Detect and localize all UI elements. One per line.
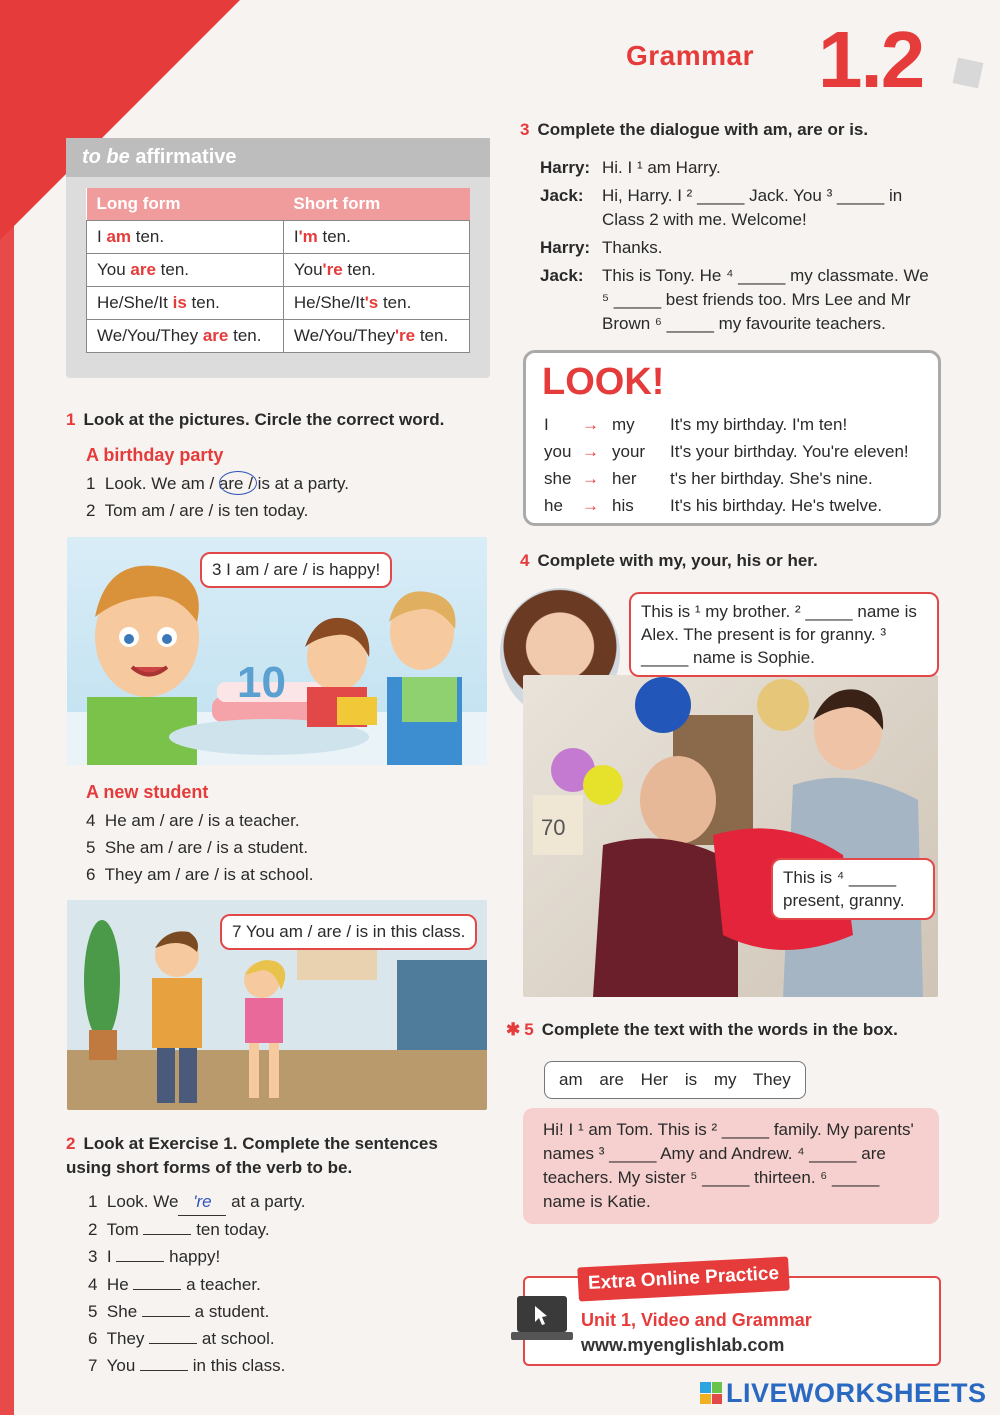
look-title: LOOK! (542, 361, 665, 403)
answer-circle (219, 471, 257, 495)
table-row: I am ten. I'm ten. (87, 221, 470, 254)
extra-practice-line1: Unit 1, Video and Grammar (581, 1310, 812, 1330)
watermark-logo-icon (700, 1382, 722, 1404)
dialogue-line[interactable]: Harry: Hi. I ¹ am Harry. (540, 158, 721, 177)
answer-blank (143, 1234, 191, 1235)
section-title: Grammar (626, 40, 755, 71)
star-icon: ✱ (506, 1020, 521, 1039)
answer-blank (149, 1343, 197, 1344)
answer-blank (140, 1370, 188, 1371)
birthday-card-70: 70 (541, 815, 566, 840)
dialogue-line[interactable]: Jack: This is Tony. He ⁴ _____ my classmate. We ⁵ _____ best friends too. Mrs Lee and Mr Brown ⁶ _____ my favourite teachers. (540, 266, 929, 333)
speech-bubble-3[interactable]: 3 I am / are / is happy! (200, 552, 392, 588)
ex1-item-1[interactable]: 1 Look. We am / are / is at a party. (86, 474, 350, 493)
word-box-word: is (684, 1070, 698, 1089)
table-header-short: Short form (283, 188, 469, 221)
ex1-item-5[interactable]: 5 She am / are / is a student. (86, 838, 309, 857)
look-box (523, 350, 941, 526)
arrow-right-icon: → (582, 496, 599, 515)
header-square-decoration (953, 58, 984, 89)
look-row: he → his It's his birthday. He's twelve. (544, 492, 934, 519)
table-row: We/You/They are ten. We/You/They're ten. (87, 320, 470, 353)
ex2-item[interactable]: 1 Look. We 're at a party. (88, 1188, 306, 1216)
dialogue-line[interactable]: Harry: Thanks. (540, 238, 663, 257)
ex2-item[interactable]: 3 I happy! (88, 1247, 221, 1267)
grammar-title-italic: to be (82, 146, 130, 168)
ex2-list (88, 1188, 306, 1379)
ex4-instruction: 4 Complete with my, your, his or her. (520, 551, 818, 570)
word-box-word: are (599, 1070, 624, 1089)
word-box-word: my (713, 1070, 737, 1089)
ex1-subheading-b: A new student (86, 782, 209, 802)
look-row: she → her t's her birthday. She's nine. (544, 465, 934, 492)
ex1-item-4[interactable]: 4 He am / are / is a teacher. (86, 811, 300, 830)
word-box (544, 1061, 806, 1099)
look-row: you → your It's your birthday. You're eleven! (544, 438, 934, 465)
extra-practice-url[interactable]: www.myenglishlab.com (581, 1335, 785, 1355)
arrow-right-icon: → (582, 469, 599, 488)
speech-bubble-7[interactable]: 7 You am / are / is in this class. (220, 914, 477, 950)
ex1-subheading-a: A birthday party (86, 445, 224, 465)
look-row: I → my It's my birthday. I'm ten! (544, 411, 934, 438)
table-row: You are ten. You're ten. (87, 254, 470, 287)
family-photo (523, 675, 938, 997)
ex2-item[interactable]: 2 Tom ten today. (88, 1220, 270, 1240)
family-photo-svg (523, 675, 938, 997)
ex2-instruction: 2 Look at Exercise 1. Complete the sentences using short forms of the verb to be. (66, 1134, 438, 1177)
ex1-item-6[interactable]: 6 They am / are / is at school. (86, 865, 314, 884)
arrow-right-icon: → (582, 415, 599, 434)
ex1-item-2[interactable]: 2 Tom am / are / is ten today. (86, 501, 309, 520)
table-header-long: Long form (87, 188, 284, 221)
unit-number: 1.2 (818, 15, 924, 104)
laptop-icon (511, 1294, 573, 1346)
extra-practice-tag: Extra Online Practice (577, 1256, 790, 1301)
watermark-text: LIVEWORKSHEETS (726, 1377, 987, 1408)
speech-bubble-top[interactable]: This is ¹ my brother. ² _____ name is Alex. The present is for granny. ³ _____ name is Sophie. (629, 592, 939, 677)
ex3-instruction: 3 Complete the dialogue with am, are or is. (520, 120, 869, 139)
table-row: He/She/It is ten. He/She/It's ten. (87, 287, 470, 320)
ex1-instruction: 1 Look at the pictures. Circle the correct word. (66, 410, 445, 429)
word-box-word: am (559, 1070, 583, 1089)
ex3-dialogue (540, 156, 935, 336)
ex2-item[interactable]: 4 He a teacher. (88, 1274, 261, 1294)
dialogue-line[interactable]: Jack: Hi, Harry. I ² _____ Jack. You ³ _____ in Class 2 with me. Welcome! (540, 186, 903, 229)
look-rows (544, 411, 934, 519)
ex2-item[interactable]: 5 She a student. (88, 1301, 270, 1321)
ex5-text-box[interactable]: Hi! I ¹ am Tom. This is ² _____ family. My parents' names ³ _____ Amy and Andrew. ⁴ _____ are teachers. My sister ⁵ _____ thirteen. ⁶ _____ name is Katie. (523, 1108, 939, 1224)
answer-blank: 're (178, 1188, 226, 1216)
ex2-item[interactable]: 6 They at school. (88, 1329, 275, 1349)
cake-number: 10 (237, 658, 286, 707)
ex5-instruction: ✱ 5 Complete the text with the words in the box. (506, 1020, 898, 1039)
watermark (700, 1376, 990, 1410)
answer-blank (142, 1316, 190, 1317)
grammar-box-title (66, 138, 490, 177)
word-box-word: They (752, 1070, 791, 1089)
grammar-box (66, 138, 490, 378)
word-box-word: Her (640, 1070, 669, 1089)
grammar-table (86, 188, 470, 353)
arrow-right-icon: → (582, 442, 599, 461)
ex2-item[interactable]: 7 You in this class. (88, 1356, 286, 1376)
grammar-title-rest: affirmative (135, 146, 237, 168)
speech-bubble-bottom[interactable]: This is ⁴ _____ present, granny. (771, 858, 935, 920)
answer-blank (133, 1289, 181, 1290)
answer-blank (116, 1261, 164, 1262)
